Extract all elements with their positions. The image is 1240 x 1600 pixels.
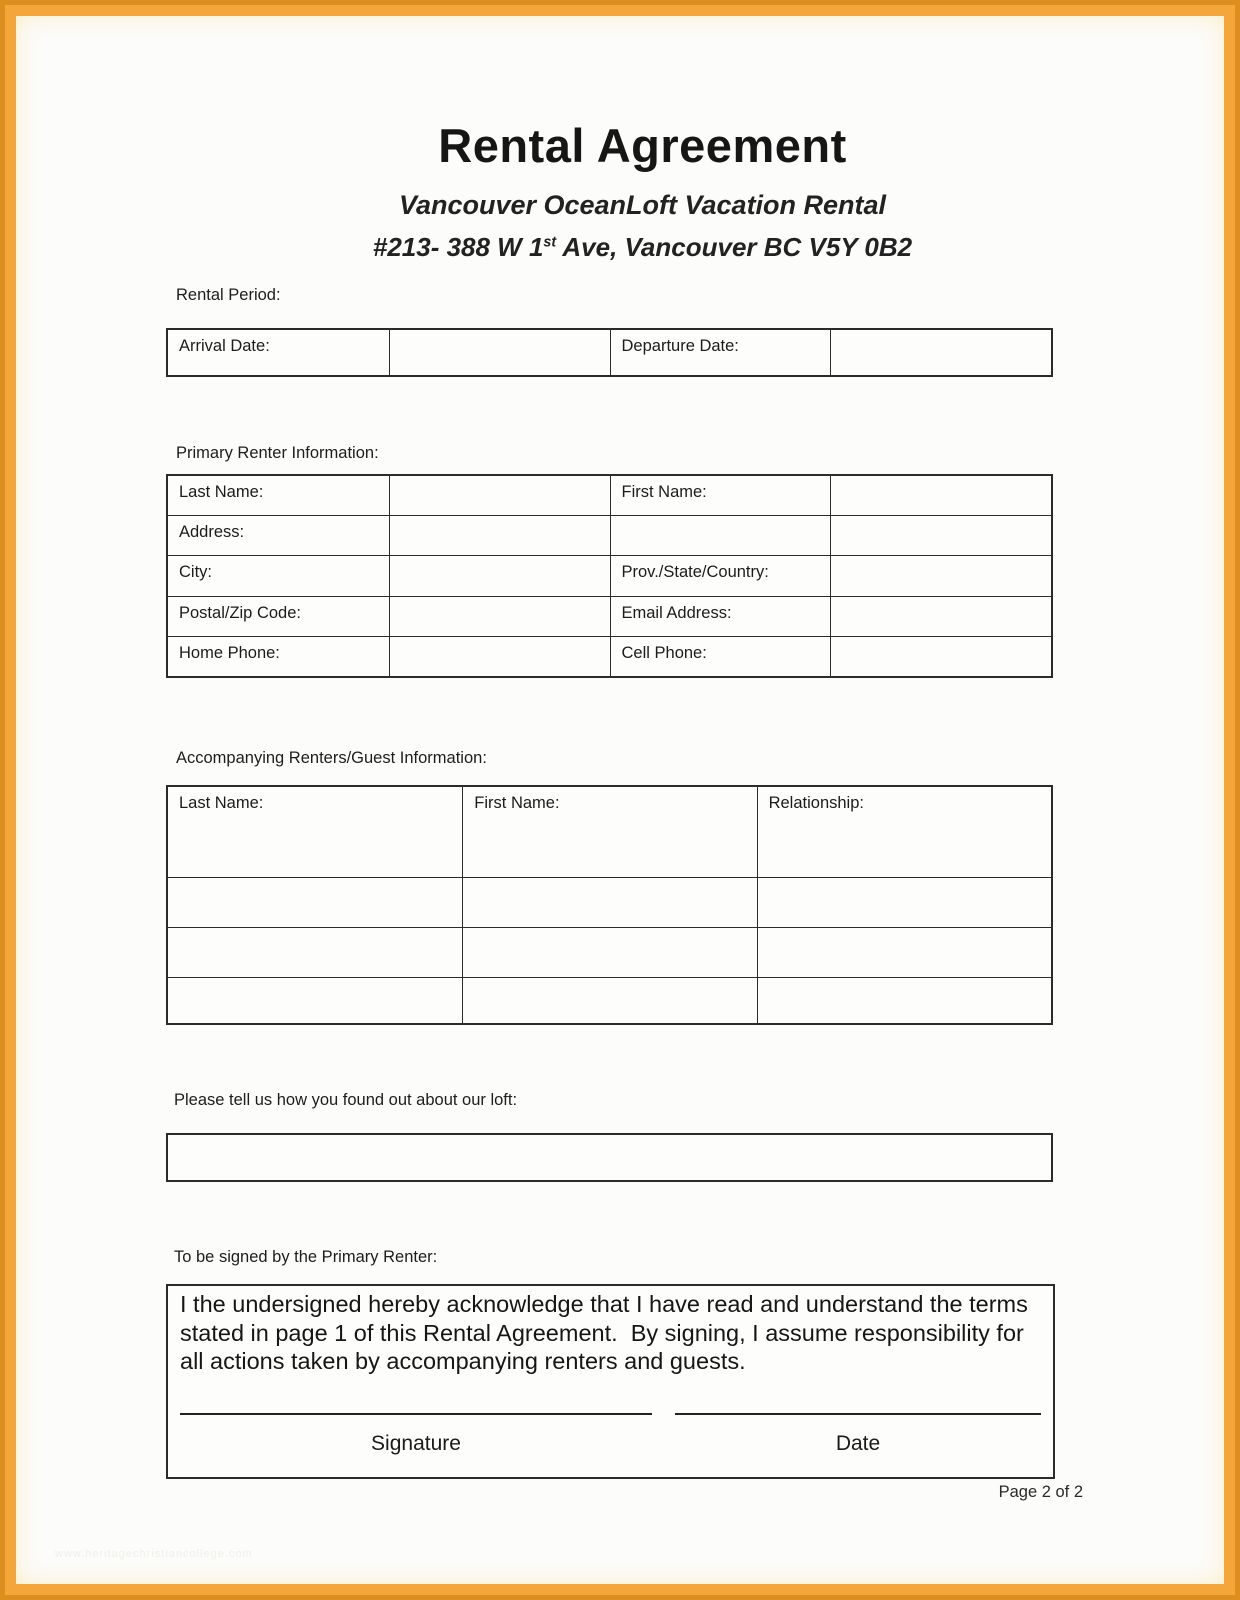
address-label: Address:: [179, 523, 245, 542]
city-input[interactable]: [389, 556, 610, 595]
guest-relationship-input[interactable]: [757, 878, 1051, 927]
arrival-date-input[interactable]: [389, 330, 610, 375]
property-address: [45, 232, 1240, 263]
primary-renter-table: [166, 474, 1053, 678]
cell-phone-input[interactable]: [830, 637, 1051, 676]
guest-relationship-input[interactable]: [757, 928, 1051, 977]
accompanying-heading: Accompanying Renters/Guest Information:: [176, 749, 487, 767]
last-name-label: Last Name:: [179, 483, 264, 501]
table-row: [168, 515, 1051, 555]
postal-zip-input[interactable]: [389, 597, 610, 636]
guest-last-name-input[interactable]: [168, 928, 462, 977]
city-label: City:: [179, 563, 212, 582]
watermark-text: www.heritagechristiancollege.com: [55, 1548, 253, 1560]
table-row: [168, 927, 1051, 977]
table-row: [168, 977, 1051, 1025]
table-row: [168, 596, 1051, 636]
arrival-date-label: Arrival Date:: [179, 337, 270, 355]
signature-caption: Signature: [371, 1432, 461, 1455]
guest-first-name-input[interactable]: [462, 878, 756, 927]
signature-line[interactable]: [180, 1413, 652, 1415]
guest-first-name-input[interactable]: [462, 928, 756, 977]
table-row: [168, 476, 1051, 515]
found-out-input[interactable]: [166, 1133, 1053, 1182]
page-title: Rental Agreement: [438, 119, 847, 172]
email-address-input[interactable]: [830, 597, 1051, 636]
rental-period-table: [166, 328, 1053, 377]
table-row: [168, 555, 1051, 595]
address-extra-input[interactable]: [830, 516, 1051, 555]
table-row: [168, 636, 1051, 676]
prov-state-country-input[interactable]: [830, 556, 1051, 595]
address-input[interactable]: [389, 516, 610, 555]
rental-period-heading: Rental Period:: [176, 286, 281, 304]
property-name: Vancouver OceanLoft Vacation Rental: [398, 190, 887, 220]
found-out-heading: Please tell us how you found out about our loft:: [174, 1091, 518, 1109]
postal-zip-label: Postal/Zip Code:: [179, 603, 301, 622]
guest-first-name-header: First Name:: [462, 787, 756, 877]
acknowledgment-text: I the undersigned hereby acknowledge that I have read and understand the terms stated in page 1 of this Rental Agreement. By signing, I assume responsibility for all actions taken by accompanying renters and guests.: [180, 1291, 1035, 1375]
email-address-label: Email Address:: [610, 597, 831, 636]
date-caption: Date: [835, 1432, 881, 1455]
page-number: Page 2 of 2: [998, 1483, 1083, 1501]
guest-last-name-input[interactable]: [168, 878, 462, 927]
address-suffix: Ave, Vancouver BC V5Y 0B2: [556, 232, 913, 262]
guest-last-name-input[interactable]: [168, 978, 462, 1025]
signature-box: [166, 1284, 1055, 1479]
first-name-input[interactable]: [830, 476, 1051, 515]
first-name-label: First Name:: [610, 476, 831, 515]
guest-relationship-header: Relationship:: [757, 787, 1051, 877]
accompanying-table: [166, 785, 1053, 1025]
prov-state-country-label: Prov./State/Country:: [610, 556, 831, 595]
home-phone-label: Home Phone:: [179, 643, 280, 662]
table-header-row: [168, 787, 1051, 877]
signed-by-heading: To be signed by the Primary Renter:: [174, 1248, 438, 1266]
last-name-input[interactable]: [389, 476, 610, 515]
date-line[interactable]: [675, 1413, 1041, 1415]
cell-phone-label: Cell Phone:: [610, 637, 831, 676]
primary-renter-heading: Primary Renter Information:: [176, 444, 379, 462]
table-row: [168, 330, 1051, 375]
guest-relationship-input[interactable]: [757, 978, 1051, 1025]
guest-first-name-input[interactable]: [462, 978, 756, 1025]
departure-date-label: Departure Date:: [610, 330, 831, 375]
address-extra-cell[interactable]: [610, 516, 831, 555]
guest-last-name-header: Last Name:: [179, 794, 264, 812]
home-phone-input[interactable]: [389, 637, 610, 676]
departure-date-input[interactable]: [830, 330, 1051, 375]
address-ordinal: st: [543, 234, 557, 251]
address-prefix: #213- 388 W 1: [372, 232, 544, 262]
table-row: [168, 877, 1051, 927]
